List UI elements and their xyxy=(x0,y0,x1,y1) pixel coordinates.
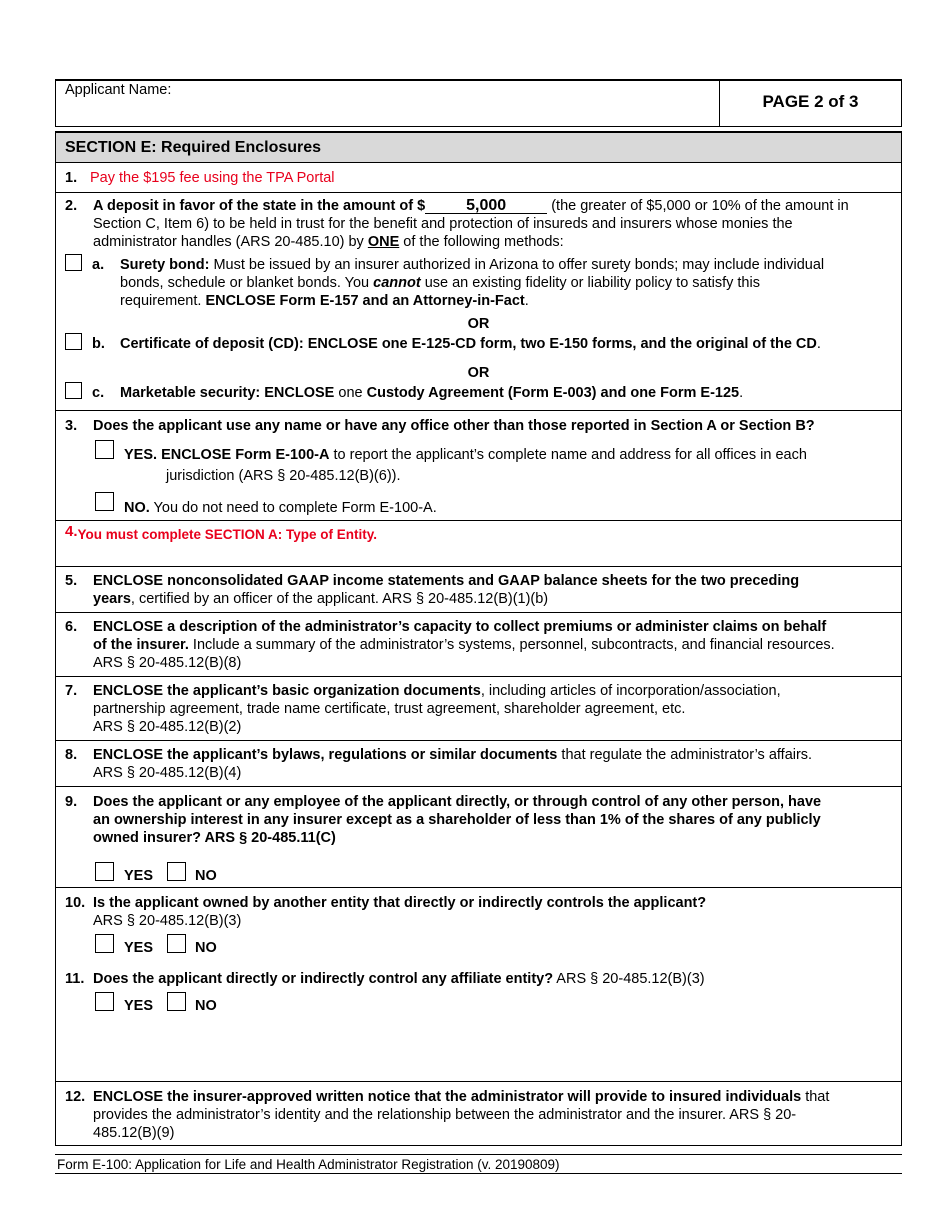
item-number: 5. xyxy=(65,573,78,589)
item3-no-label: NO. xyxy=(124,500,150,516)
written-notice-rest: that xyxy=(801,1089,830,1105)
item-number: 8. xyxy=(65,747,78,763)
punct: . xyxy=(524,293,529,309)
org-documents-rest: , including articles of incorporation/association, xyxy=(480,683,781,699)
deposit-line2: Section C, Item 6) to be held in trust for the benefit and protection of insureds and insurers whose monies the xyxy=(93,216,793,232)
written-notice-text: ENCLOSE the insurer-approved written notice that the administrator will provide to insured individuals xyxy=(93,1089,802,1105)
item-number: 2. xyxy=(65,198,78,214)
surety-bond-checkbox[interactable] xyxy=(65,254,82,271)
form-footer: Form E-100: Application for Life and Health Administrator Registration (v. 20190809) xyxy=(57,1157,560,1172)
item3-no-checkbox[interactable] xyxy=(95,492,114,511)
or-separator: OR xyxy=(467,365,490,381)
or-separator: OR xyxy=(467,316,490,332)
marketable-security-checkbox[interactable] xyxy=(65,382,82,399)
of-the-insurer: of the insurer. xyxy=(93,637,189,653)
surety-bond-line1: Must be issued by an insurer authorized in Arizona to offer surety bonds; may include individual xyxy=(209,257,825,273)
certificate-of-deposit-checkbox[interactable] xyxy=(65,333,82,350)
option-letter: c. xyxy=(92,385,105,401)
bylaws-citation: ARS § 20-485.12(B)(4) xyxy=(93,765,242,781)
years-bold: years xyxy=(93,591,131,607)
item-number: 6. xyxy=(65,619,78,635)
marketable-security-forms: Custody Agreement (Form E-003) and one Form E-125 xyxy=(366,385,740,401)
section-title: SECTION E: Required Enclosures xyxy=(65,139,322,156)
item3-yes-line2: jurisdiction (ARS § 20-485.12(B)(6)). xyxy=(166,468,401,484)
surety-bond-enclose: ENCLOSE Form E-157 and an Attorney-in-Fact xyxy=(205,293,525,309)
item9-no-label: NO xyxy=(195,868,217,884)
footer-rule-bottom xyxy=(55,1173,902,1174)
org-documents-citation: ARS § 20-485.12(B)(2) xyxy=(93,719,242,735)
capacity-citation: ARS § 20-485.12(B)(8) xyxy=(93,655,242,671)
deposit-lead: A deposit in favor of the state in the amount of $ xyxy=(93,198,426,214)
item-number: 9. xyxy=(65,794,78,810)
written-notice-line2: provides the administrator’s identity and the relationship between the administrator and the insurer. ARS § 20- xyxy=(93,1107,797,1123)
item-number: 10. xyxy=(65,895,86,911)
surety-bond-line2: bonds, schedule or blanket bonds. You xyxy=(120,275,374,291)
applicant-name-label: Applicant Name: xyxy=(65,82,172,98)
item-number: 4. xyxy=(65,523,78,540)
item10-yes-label: YES xyxy=(124,940,154,956)
option-letter: b. xyxy=(92,336,105,352)
capacity-summary: Include a summary of the administrator’s systems, personnel, subcontracts, and financial resources. xyxy=(188,637,835,653)
footer-rule-top xyxy=(55,1154,902,1155)
written-notice-citation: 485.12(B)(9) xyxy=(93,1125,175,1141)
item10-no-label: NO xyxy=(195,940,217,956)
item9-yes-label: YES xyxy=(124,868,154,884)
deposit-amount: 5,000 xyxy=(425,198,547,214)
ownership-question-line2: an ownership interest in any insurer except as a shareholder of less than 1% of the shares of any publicly xyxy=(93,812,821,828)
deposit-line3: administrator handles (ARS 20-485.10) by xyxy=(93,234,368,250)
item3-yes-label: YES. ENCLOSE Form E-100-A xyxy=(124,447,330,463)
item-number: 11. xyxy=(65,971,85,987)
one-emphasis: ONE xyxy=(367,234,400,250)
deposit-line1-rest: (the greater of $5,000 or 10% of the amount in xyxy=(551,198,849,214)
cannot-emphasis: cannot xyxy=(373,275,421,291)
item9-yes-checkbox[interactable] xyxy=(95,862,114,881)
item11-no-label: NO xyxy=(195,998,217,1014)
item10-yes-checkbox[interactable] xyxy=(95,934,114,953)
punct: . xyxy=(739,385,744,401)
item3-yes-text: to report the applicant’s complete name and address for all offices in each xyxy=(329,447,807,463)
affiliate-control-question: Does the applicant directly or indirectly control any affiliate entity? xyxy=(93,971,554,987)
surety-bond-line2-end: use an existing fidelity or liability policy to satisfy this xyxy=(420,275,760,291)
item-number: 1. xyxy=(65,170,78,186)
owned-by-entity-citation: ARS § 20-485.12(B)(3) xyxy=(93,913,242,929)
section-a-reminder: You must complete SECTION A: Type of Entity. xyxy=(77,527,378,542)
bylaws-rest: that regulate the administrator’s affairs. xyxy=(557,747,813,763)
gaap-statements-text: ENCLOSE nonconsolidated GAAP income statements and GAAP balance sheets for the two preceding xyxy=(93,573,800,589)
item11-yes-checkbox[interactable] xyxy=(95,992,114,1011)
marketable-security-plain: one xyxy=(334,385,367,401)
ownership-question-line3: owned insurer? ARS § 20-485.11(C) xyxy=(93,830,336,846)
item3-yes-checkbox[interactable] xyxy=(95,440,114,459)
certificate-of-deposit-text: Certificate of deposit (CD): ENCLOSE one E-125-CD form, two E-150 forms, and the original of the CD xyxy=(120,336,817,352)
item-number: 7. xyxy=(65,683,78,699)
item10-no-checkbox[interactable] xyxy=(167,934,186,953)
surety-bond-title: Surety bond: xyxy=(120,257,210,273)
capacity-description-text: ENCLOSE a description of the administrator’s capacity to collect premiums or administer claims on behalf xyxy=(93,619,827,635)
ownership-question-line1: Does the applicant or any employee of the applicant directly, or through control of any other person, have xyxy=(93,794,822,810)
punct: . xyxy=(816,336,821,352)
fee-instruction: Pay the $195 fee using the TPA Portal xyxy=(90,170,335,186)
other-office-question: Does the applicant use any name or have any office other than those reported in Section A or Section B? xyxy=(93,418,815,434)
item-4 xyxy=(65,523,378,543)
item3-no-text: You do not need to complete Form E-100-A. xyxy=(149,500,437,516)
affiliate-control-citation: ARS § 20-485.12(B)(3) xyxy=(553,971,705,987)
item9-no-checkbox[interactable] xyxy=(167,862,186,881)
marketable-security-title: Marketable security: ENCLOSE xyxy=(120,385,335,401)
item11-no-checkbox[interactable] xyxy=(167,992,186,1011)
page-number: PAGE 2 of 3 xyxy=(762,92,859,111)
item-number: 3. xyxy=(65,418,78,434)
org-documents-line2: partnership agreement, trade name certificate, trust agreement, shareholder agreement, etc. xyxy=(93,701,686,717)
deposit-line3-end: of the following methods: xyxy=(399,234,564,250)
bylaws-text: ENCLOSE the applicant’s bylaws, regulations or similar documents xyxy=(93,747,558,763)
org-documents-text: ENCLOSE the applicant’s basic organization documents xyxy=(93,683,481,699)
item-number: 12. xyxy=(65,1089,86,1105)
owned-by-entity-question: Is the applicant owned by another entity that directly or indirectly controls the applicant? xyxy=(93,895,707,911)
option-letter: a. xyxy=(92,257,105,273)
surety-bond-line3: requirement. xyxy=(120,293,206,309)
item11-yes-label: YES xyxy=(124,998,154,1014)
gaap-certification: , certified by an officer of the applicant. ARS § 20-485.12(B)(1)(b) xyxy=(130,591,549,607)
